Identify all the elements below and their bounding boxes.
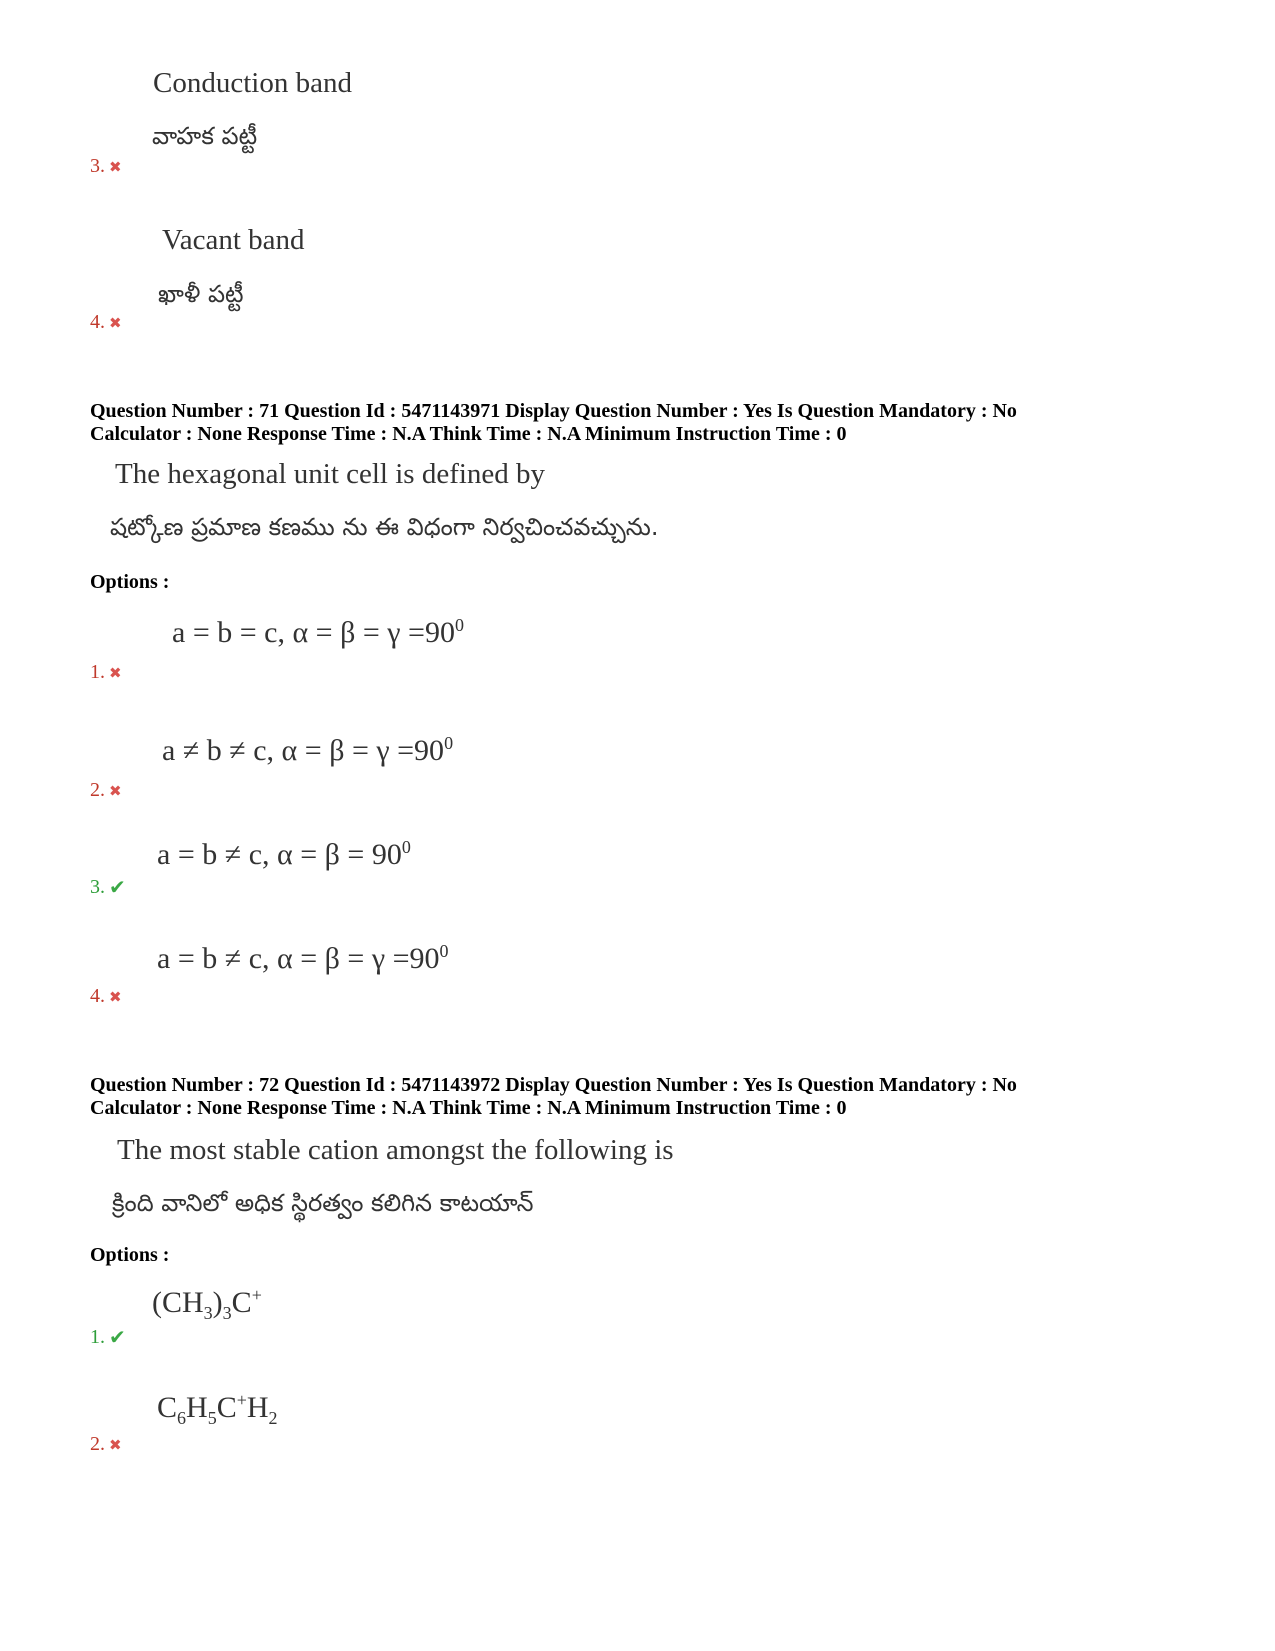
option-number: 2. xyxy=(90,779,105,801)
prev-option-4-telugu: ఖాళీ పట్టీ xyxy=(158,280,244,308)
q72-option-2-number xyxy=(90,1433,122,1456)
q71-option-1-formula: a = b = c, $\alpha = \beta = \gamma =90^0$ xyxy=(172,615,464,649)
q72-option-1-formula: $(CH_3)_3C^+$ xyxy=(152,1285,262,1323)
prev-option-3-number xyxy=(90,155,122,178)
prev-option-4-number xyxy=(90,311,122,334)
option-number: 4. xyxy=(90,985,105,1007)
prev-option-3-english: Conduction band xyxy=(153,67,352,99)
q72-option-1-number xyxy=(90,1325,126,1349)
prev-option-4-english: Vacant band xyxy=(162,224,305,256)
cross-icon: ✖ xyxy=(109,313,122,332)
q71-option-2-number xyxy=(90,779,122,802)
option-number: 1. xyxy=(90,1325,105,1348)
option-number: 1. xyxy=(90,661,105,683)
cross-icon: ✖ xyxy=(109,781,122,800)
prev-option-3-telugu: వాహక పట్టీ xyxy=(152,122,258,150)
checkmark-icon: ✔ xyxy=(109,875,126,899)
q71-meta-line-2: Calculator : None Response Time : N.A Think Time : N.A Minimum Instruction Time : 0 xyxy=(90,423,847,445)
option-number: 2. xyxy=(90,1433,105,1455)
q71-option-2-formula: a ≠ b ≠ c, $\alpha = \beta = \gamma =90^0$ xyxy=(162,733,454,767)
q71-option-4-formula: a = b ≠ c, $\alpha = \beta = \gamma =90^0$ xyxy=(157,941,449,975)
cross-icon: ✖ xyxy=(109,157,122,176)
cross-icon: ✖ xyxy=(109,1435,122,1454)
q72-option-2-formula: $C_6H_5C^+H_2$ xyxy=(157,1390,278,1428)
q71-option-1-number xyxy=(90,661,122,684)
q71-option-3-number xyxy=(90,875,126,899)
cross-icon: ✖ xyxy=(109,987,122,1006)
q71-question-telugu: షట్కోణ ప్రమాణ కణము ను ఈ విధంగా నిర్వచించవచ్చును. xyxy=(110,513,659,541)
cross-icon: ✖ xyxy=(109,663,122,682)
option-number: 4. xyxy=(90,311,105,333)
checkmark-icon: ✔ xyxy=(109,1325,126,1349)
q71-question-english: The hexagonal unit cell is defined by xyxy=(115,458,546,490)
q71-option-4-number xyxy=(90,985,122,1008)
q71-meta-line-1: Question Number : 71 Question Id : 5471143971 Display Question Number : Yes Is Question Mandatory : No xyxy=(90,400,1017,422)
q72-options-label: Options : xyxy=(90,1244,170,1266)
q72-meta-line-2: Calculator : None Response Time : N.A Think Time : N.A Minimum Instruction Time : 0 xyxy=(90,1097,847,1119)
q72-meta-line-1: Question Number : 72 Question Id : 5471143972 Display Question Number : Yes Is Question Mandatory : No xyxy=(90,1074,1017,1096)
option-number: 3. xyxy=(90,875,105,898)
q71-options-label: Options : xyxy=(90,571,170,593)
q72-question-telugu: క్రింది వానిలో అధిక స్థిరత్వం కలిగిన కాటయాన్ xyxy=(112,1189,534,1217)
q72-question-english: The most stable cation amongst the following is xyxy=(117,1134,674,1166)
q71-option-3-formula: a = b ≠ c, $\alpha = \beta = 90^0$ xyxy=(157,837,411,871)
option-number: 3. xyxy=(90,155,105,177)
